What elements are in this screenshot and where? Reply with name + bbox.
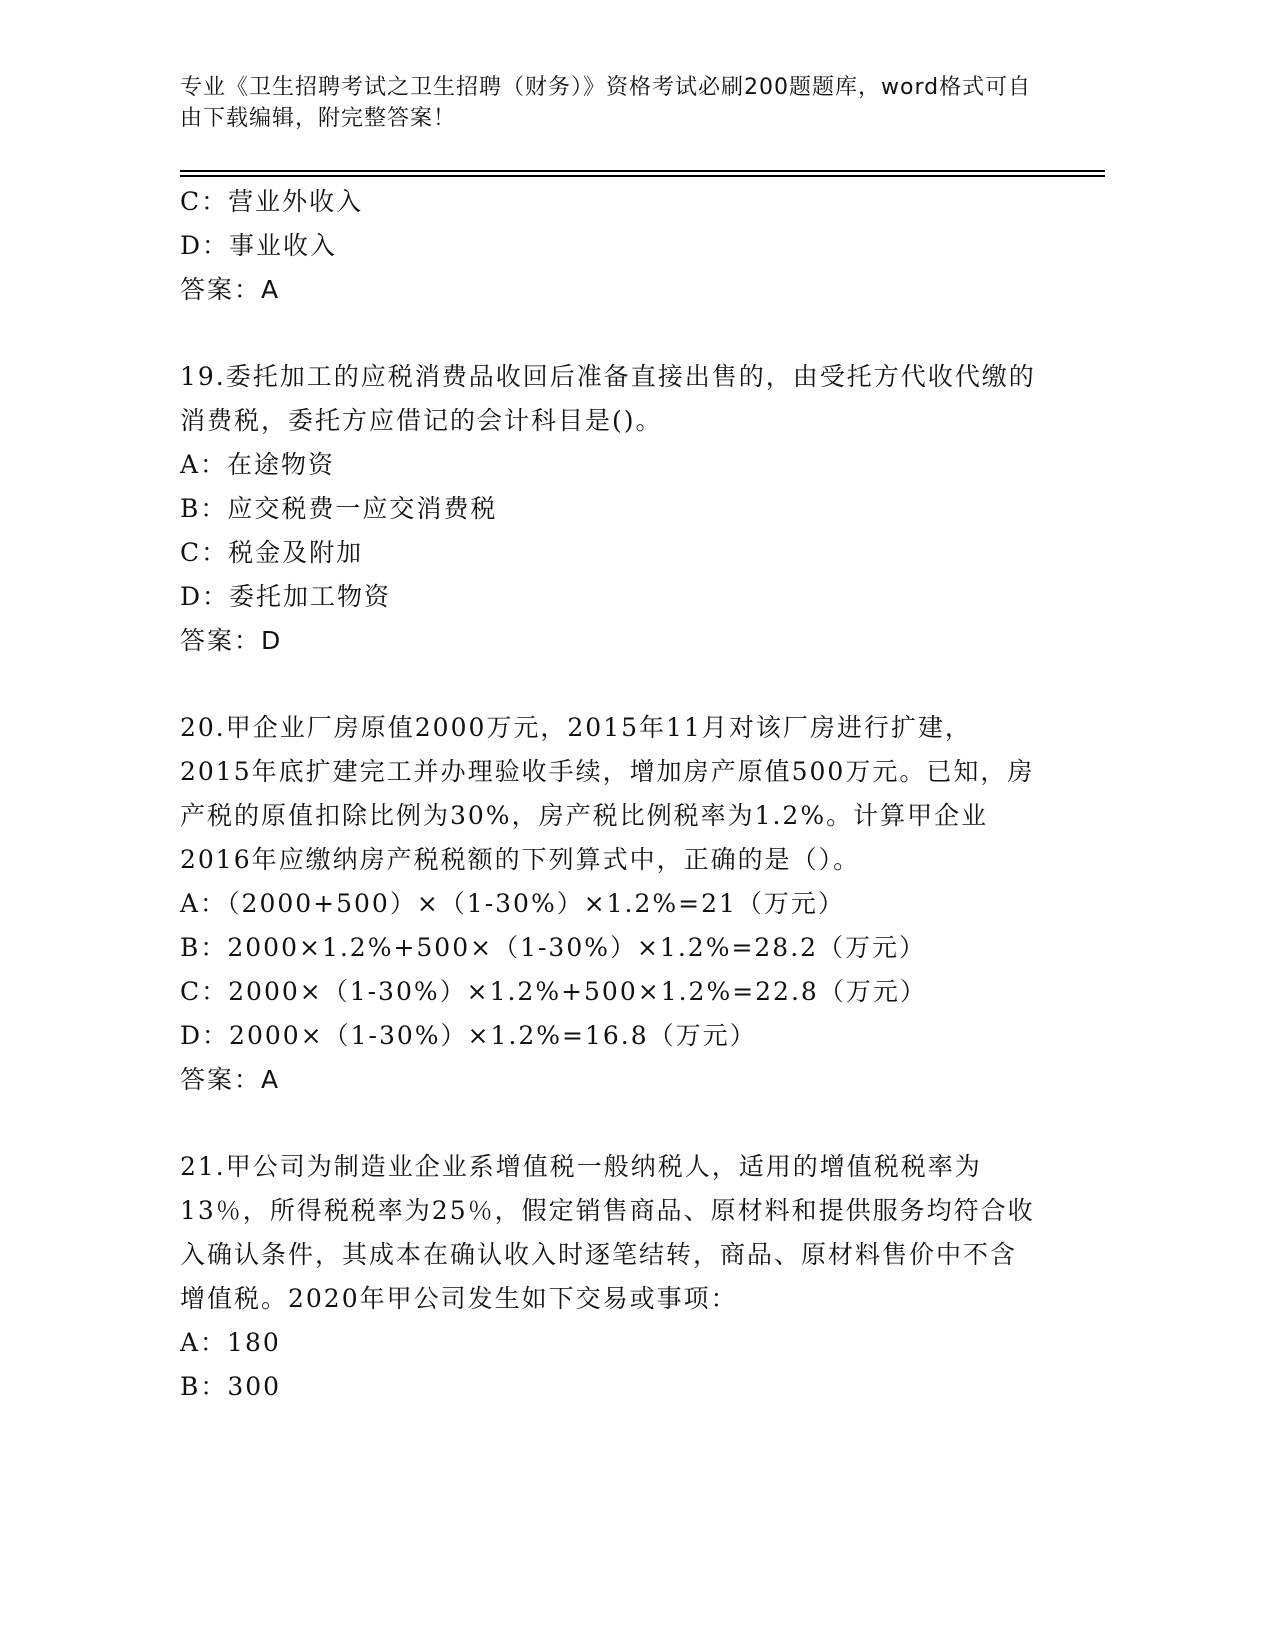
question-21-option-b: B：300 (180, 1372, 282, 1401)
header-rule-bottom (180, 175, 1105, 177)
question-20-stem: 20.甲企业厂房原值2000万元，2015年11月对该厂房进行扩建，2015年底扩建完工并办理验收手续，增加房产原值500万元。已知，房产税的原值扣除比例为30%，房产税比例税率为1.2%。计算甲企业2016年应缴纳房产税税额的下列算式中，正确的是（）。 (180, 713, 1035, 874)
question-19-stem: 19.委托加工的应税消费品收回后准备直接出售的，由受托方代收代缴的消费税，委托方应借记的会计科目是()。 (180, 362, 1036, 435)
spacer (180, 663, 1040, 706)
question-20-answer: 答案：A (180, 1065, 281, 1094)
document-header: 专业《卫生招聘考试之卫生招聘（财务）》资格考试必刷200题题库，word格式可自由下载编辑，附完整答案！ (180, 75, 1032, 131)
header-rule-top (180, 170, 1105, 172)
question-19-answer: 答案：D (180, 626, 283, 655)
question-21-option-a: A：180 (180, 1328, 281, 1357)
question-19-option-d: D：委托加工物资 (180, 582, 392, 611)
question-20-option-b: B：2000×1.2%+500×（1-30%）×1.2%=28.2（万元） (180, 933, 927, 962)
option-c: C：营业外收入 (180, 187, 364, 216)
question-20-option-c: C：2000×（1-30%）×1.2%+500×1.2%=22.8（万元） (180, 977, 927, 1006)
question-21-stem: 21.甲公司为制造业企业系增值税一般纳税人，适用的增值税税率为13％，所得税税率为25％，假定销售商品、原材料和提供服务均符合收入确认条件，其成本在确认收入时逐笔结转，商品、原材料售价中不含增值税。2020年甲公司发生如下交易或事项： (180, 1152, 1035, 1313)
question-19-option-a: A：在途物资 (180, 450, 336, 479)
question-20-option-a: A：（2000+500）×（1-30%）×1.2%=21（万元） (180, 889, 845, 918)
option-d: D：事业收入 (180, 231, 338, 260)
question-content (180, 180, 1040, 1409)
answer-line: 答案：A (180, 275, 281, 304)
question-20-option-d: D：2000×（1-30%）×1.2%=16.8（万元） (180, 1021, 757, 1050)
spacer (180, 1102, 1040, 1145)
spacer (180, 312, 1040, 355)
question-19-option-c: C：税金及附加 (180, 538, 364, 567)
question-19-option-b: B：应交税费一应交消费税 (180, 494, 498, 523)
